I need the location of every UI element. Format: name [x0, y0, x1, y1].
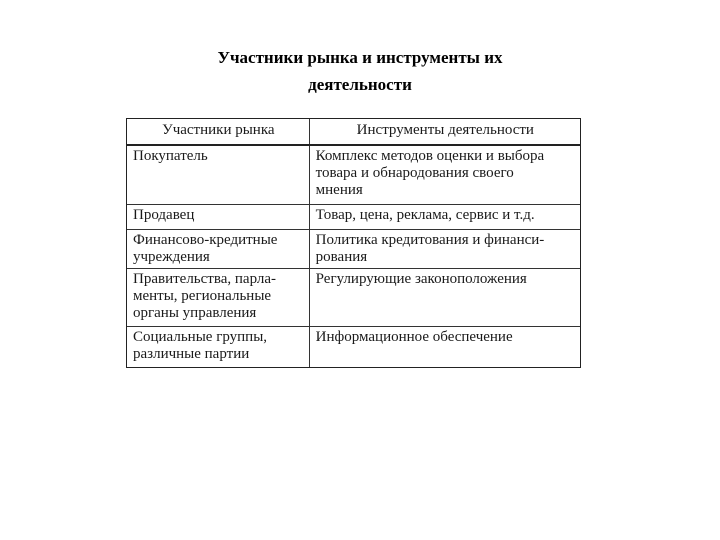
slide-title: [150, 44, 570, 98]
cell-line: мнения: [315, 182, 363, 198]
cell-line: учреждения: [133, 249, 210, 265]
table-row: [127, 205, 581, 230]
cell-participant: [127, 269, 310, 327]
slide-title-line-1: Участники рынка и инструменты их: [217, 48, 503, 67]
table-row: [127, 269, 581, 327]
cell-instrument: [309, 327, 580, 368]
cell-line: Комплекс методов оценки и выбора: [315, 148, 545, 164]
cell-line: Финансово-кредитные: [133, 232, 278, 248]
cell-line: Покупатель: [133, 148, 208, 164]
cell-instrument: [309, 269, 580, 327]
cell-line: товара и обнародования своего: [315, 165, 514, 181]
table-header-row: [127, 119, 581, 146]
cell-line: Правительства, парла-: [133, 271, 277, 287]
participants-instruments-table: [126, 118, 581, 368]
cell-line: Политика кредитования и финанси-: [315, 232, 545, 248]
cell-line: различные партии: [133, 346, 250, 362]
table-row: [127, 145, 581, 205]
slide-title-line-2: деятельности: [308, 75, 412, 94]
cell-line: менты, региональные: [133, 288, 272, 304]
cell-line: рования: [315, 249, 368, 265]
cell-participant: [127, 327, 310, 368]
header-participants: Участники рынка: [127, 119, 310, 146]
header-instruments: Инструменты деятельности: [309, 119, 580, 146]
cell-line: Информационное обеспечение: [315, 329, 513, 345]
cell-line: Товар, цена, реклама, сервис и т.д.: [315, 207, 535, 223]
cell-line: Продавец: [133, 207, 195, 223]
table-row: [127, 230, 581, 269]
cell-participant: [127, 230, 310, 269]
cell-line: Социальные группы,: [133, 329, 268, 345]
cell-line: органы управления: [133, 305, 257, 321]
cell-participant: [127, 145, 310, 205]
cell-instrument: [309, 205, 580, 230]
table-row: [127, 327, 581, 368]
cell-participant: [127, 205, 310, 230]
cell-instrument: [309, 230, 580, 269]
cell-line: Регулирующие законоположения: [315, 271, 527, 287]
cell-instrument: [309, 145, 580, 205]
